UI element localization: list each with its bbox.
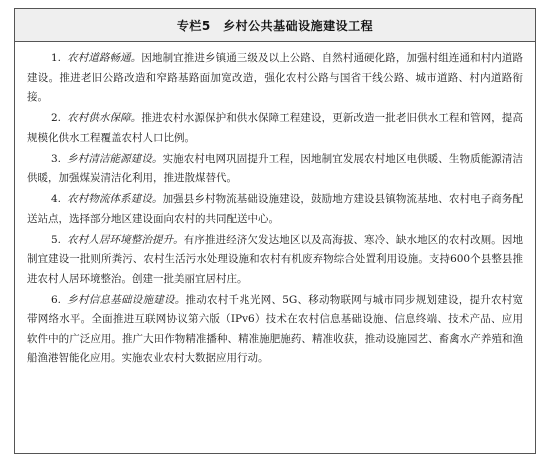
feature-box <box>14 8 536 454</box>
item-number: 2. <box>51 112 62 124</box>
item-number: 1. <box>51 52 62 64</box>
item-text: 推动农村千兆光网、5G、移动物联网与城市同步规划建设，提升农村宽带网络水平。全面推进互联网协议第六版（IPv6）技术在农村信息基础设施、信息终端、技术产品、应用软件中的广泛应用。推广大田作物精准播种、精准施肥施药、精准收获，推动设施园艺、畜禽水产养殖和渔船渔港智能化应用。实施农业农村大数据应用行动。 <box>27 293 523 364</box>
item-living-environment <box>27 231 523 290</box>
item-number: 3. <box>51 152 62 165</box>
item-text: 有序推进经济欠发达地区以及高海拔、寒冷、缺水地区的农村改厕。因地制宜建设一批则所粪污、农村生活污水处理设施和农村有机废弃物综合处置利用设施。支持600个县整县推进农村人居环境整治。创建一批美丽宜居村庄。 <box>27 233 524 285</box>
item-number: 6. <box>51 293 62 306</box>
item-number: 5. <box>51 233 62 246</box>
item-logistics <box>27 190 523 229</box>
item-clean-energy <box>27 150 523 189</box>
item-water-supply <box>27 109 523 148</box>
box-body <box>15 42 535 374</box>
item-text: 因地制宜推进乡镇通三级及以上公路、自然村通硬化路，加强村组连通和村内道路建设。推进老旧公路改造和窄路基路面加宽改造，强化农村公路与国省干线公路、城市道路、村内道路衔接。 <box>27 52 524 103</box>
item-lead: 乡村清洁能源建设。 <box>67 152 163 165</box>
item-text: 加强县乡村物流基础设施建设，鼓励地方建设县镇物流基地、农村电子商务配送站点，选择部分地区建设面向农村的共同配送中心。 <box>27 193 524 225</box>
item-number: 4. <box>51 193 62 205</box>
box-title: 专栏5 乡村公共基础设施建设工程 <box>176 18 374 33</box>
item-lead: 农村人居环境整治提升。 <box>67 233 184 246</box>
box-header <box>15 9 535 42</box>
item-lead: 农村道路畅通。 <box>67 52 142 64</box>
item-rural-roads <box>27 49 523 108</box>
item-text: 实施农村电网巩固提升工程，因地制宜发展农村地区电供暖、生物质能源清洁供暖，加强煤炭清洁化利用，推进散煤替代。 <box>27 152 524 184</box>
item-lead: 农村供水保障。 <box>67 112 142 124</box>
item-text: 推进农村水源保护和供水保障工程建设，更新改造一批老旧供水工程和管网，提高规模化供水工程覆盖农村人口比例。 <box>27 112 524 144</box>
item-information-infrastructure <box>27 291 523 369</box>
item-lead: 农村物流体系建设。 <box>67 193 163 205</box>
item-lead: 乡村信息基础设施建设。 <box>67 293 186 306</box>
